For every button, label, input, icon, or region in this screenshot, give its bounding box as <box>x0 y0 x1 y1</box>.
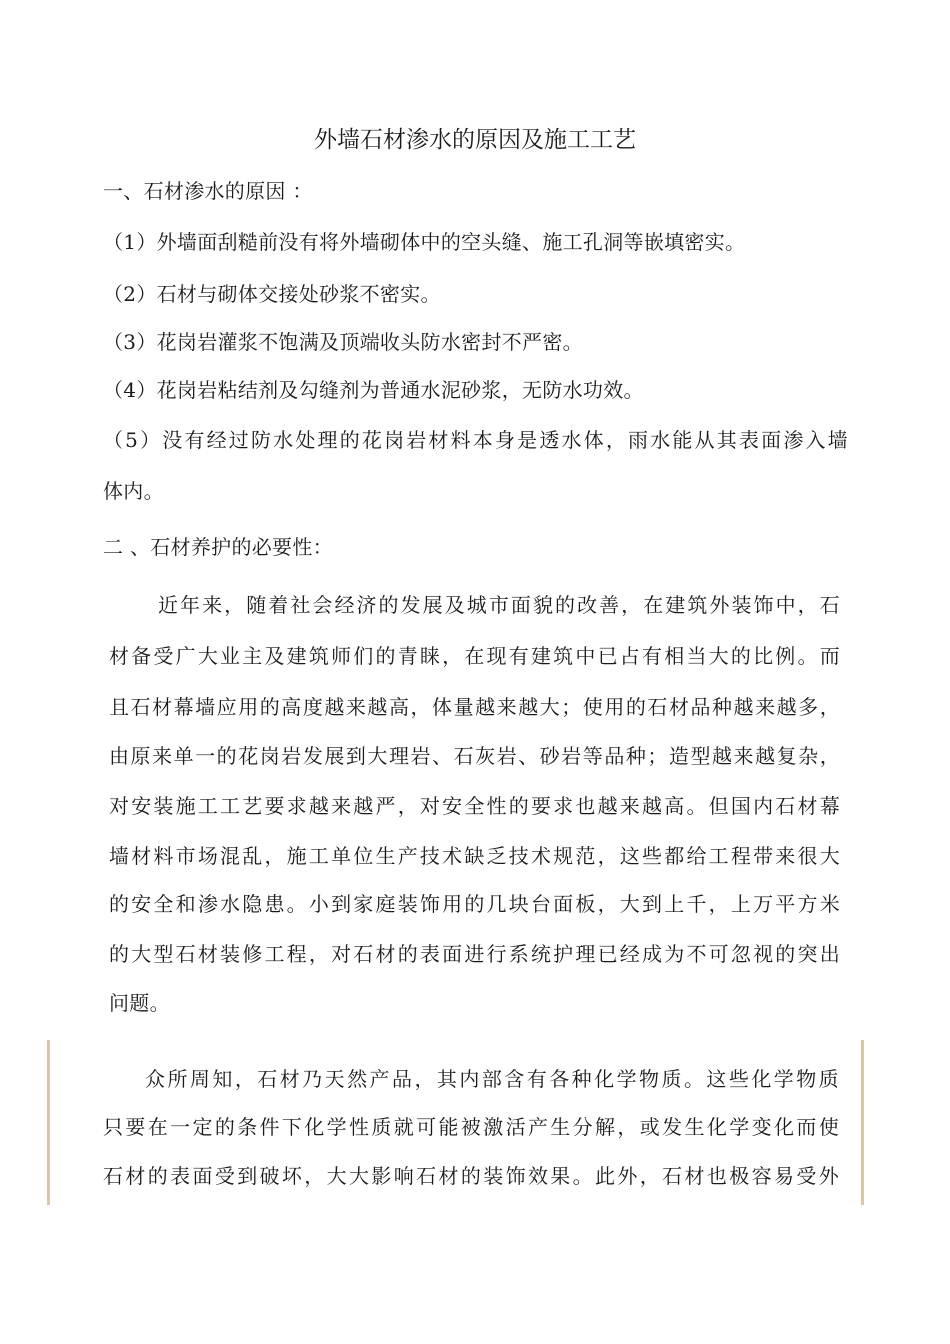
section1-item-5: （5）没有经过防水处理的花岗岩材料本身是透水体，雨水能从其表面渗入墙 <box>103 428 848 452</box>
section1-item-4: （4）花岗岩粘结剂及勾缝剂为普通水泥砂浆，无防水功效。 <box>103 378 644 402</box>
paragraph1-line-5: 对安装施工工艺要求越来越严，对安全性的要求也越来越高。但国内石材幕 <box>109 794 840 818</box>
section1-item-3: （3）花岗岩灌浆不饱满及顶端收头防水密封不严密。 <box>103 330 583 354</box>
document-title: 外墙石材渗水的原因及施工工艺 <box>314 127 636 153</box>
section1-item-2: （2）石材与砌体交接处砂浆不密实。 <box>103 282 441 306</box>
section1-item-5-cont: 体内。 <box>103 479 164 503</box>
section1-heading: 一、石材渗水的原因 ： <box>103 179 313 203</box>
paragraph1-line-7: 的安全和渗水隐患。小到家庭装饰用的几块台面板，大到上千，上万平方米 <box>109 892 840 916</box>
right-margin-bar <box>861 1040 864 1205</box>
left-margin-bar <box>47 1040 50 1205</box>
section2-heading: 二 、石材养护的必要性： <box>103 535 333 559</box>
section1-item-1: （1）外墙面刮糙前没有将外墙砌体中的空头缝、施工孔洞等嵌填密实。 <box>103 230 746 254</box>
paragraph1-line-3: 且石材幕墙应用的高度越来越高，体量越来越大；使用的石材品种越来越多， <box>109 695 840 719</box>
paragraph2-line-3: 石材的表面受到破坏，大大影响石材的装饰效果。此外，石材也极容易受外 <box>103 1164 839 1188</box>
paragraph1-line-9: 问题。 <box>109 991 170 1015</box>
paragraph1-line-1: 近年来，随着社会经济的发展及城市面貌的改善，在建筑外装饰中，石 <box>158 593 840 617</box>
paragraph1-line-8: 的大型石材装修工程，对石材的表面进行系统护理已经成为不可忽视的突出 <box>109 942 840 966</box>
paragraph1-line-6: 墙材料市场混乱，施工单位生产技术缺乏技术规范，这些都给工程带来很大 <box>109 844 840 868</box>
paragraph2-line-2: 只要在一定的条件下化学性质就可能被激活产生分解，或发生化学变化而使 <box>103 1115 839 1139</box>
paragraph2-line-1: 众所周知，石材乃天然产品，其内部含有各种化学物质。这些化学物质 <box>145 1067 839 1091</box>
paragraph1-line-2: 材备受广大业主及建筑师们的青睐，在现有建筑中已占有相当大的比例。而 <box>109 644 840 668</box>
paragraph1-line-4: 由原来单一的花岗岩发展到大理岩、石灰岩、砂岩等品种；造型越来越复杂， <box>109 744 840 768</box>
